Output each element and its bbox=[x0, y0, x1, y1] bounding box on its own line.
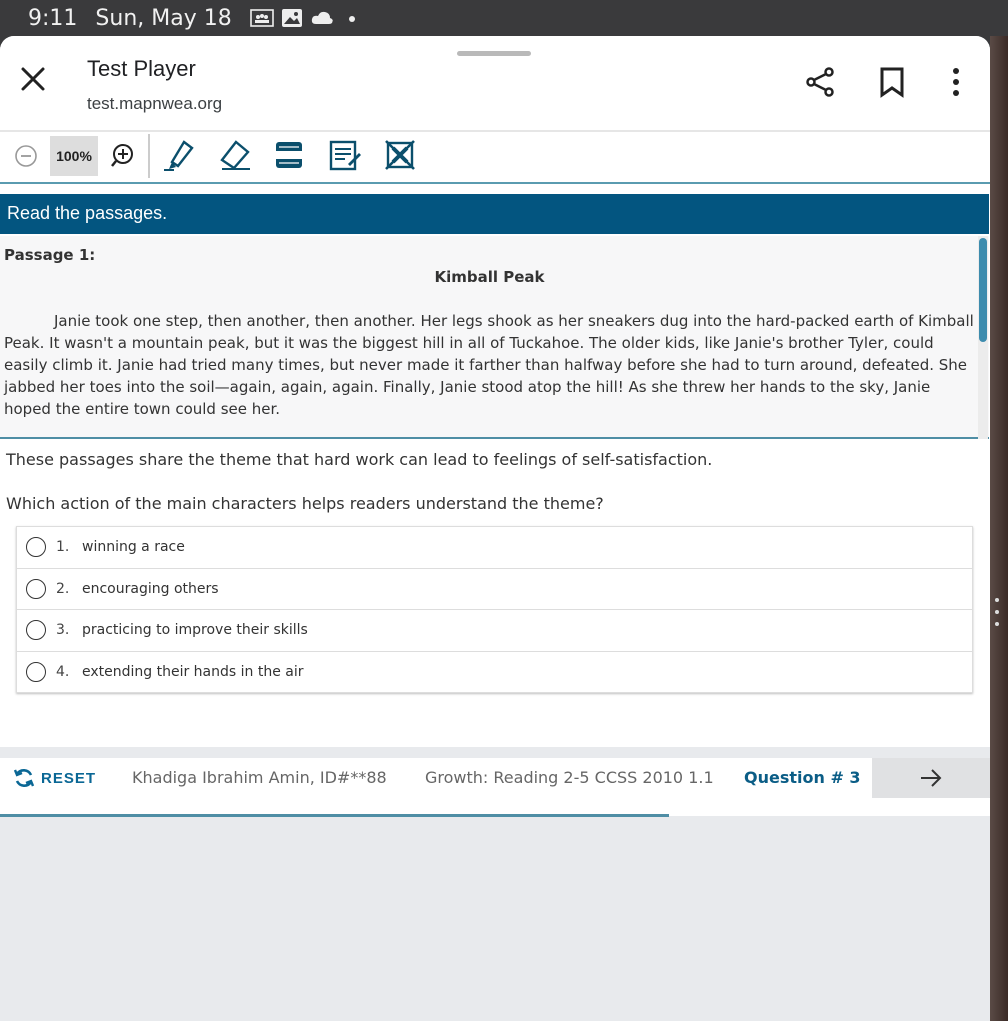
radio-button[interactable] bbox=[26, 620, 46, 640]
reset-icon bbox=[13, 767, 35, 789]
question-theme-statement: These passages share the theme that hard work can lead to feelings of self-satisfaction. bbox=[6, 450, 713, 469]
status-time: 9:11 bbox=[28, 5, 78, 31]
passage-scroll-thumb[interactable] bbox=[979, 238, 987, 342]
share-icon[interactable] bbox=[804, 66, 836, 98]
passage-title: Kimball Peak bbox=[434, 268, 545, 286]
test-footer bbox=[0, 758, 990, 816]
test-progress-bar bbox=[0, 814, 669, 817]
status-icons bbox=[250, 8, 364, 28]
test-name: Growth: Reading 2-5 CCSS 2010 1.1 bbox=[425, 768, 714, 787]
close-icon[interactable] bbox=[18, 64, 48, 94]
question-number: Question # 3 bbox=[744, 768, 861, 787]
highlighter-icon[interactable] bbox=[162, 138, 196, 172]
answer-choice-2[interactable] bbox=[17, 569, 972, 611]
answer-choice-3[interactable] bbox=[17, 610, 972, 652]
question-prompt: Which action of the main characters helps readers understand the theme? bbox=[6, 494, 604, 513]
test-toolbar bbox=[0, 132, 990, 184]
custom-tab-header bbox=[0, 36, 990, 132]
choice-number: 1. bbox=[56, 539, 70, 556]
student-name: Khadiga Ibrahim Amin, ID#**88 bbox=[132, 768, 387, 787]
choice-number: 2. bbox=[56, 580, 70, 597]
choice-text: extending their hands in the air bbox=[82, 664, 304, 681]
choice-number: 4. bbox=[56, 664, 70, 681]
next-question-button[interactable] bbox=[872, 758, 990, 798]
passage-label: Passage 1: bbox=[4, 246, 96, 264]
answer-eliminator-icon[interactable] bbox=[383, 138, 417, 172]
answer-choice-1[interactable] bbox=[17, 527, 972, 569]
status-date: Sun, May 18 bbox=[95, 5, 232, 31]
eraser-icon[interactable] bbox=[218, 138, 252, 172]
reset-button[interactable] bbox=[13, 767, 96, 789]
answer-choices bbox=[16, 526, 973, 693]
question-content bbox=[0, 184, 990, 747]
arrow-right-icon bbox=[919, 768, 943, 788]
more-vert-icon[interactable] bbox=[940, 66, 972, 98]
window-resize-handle[interactable] bbox=[995, 598, 999, 626]
bookmark-icon[interactable] bbox=[876, 66, 908, 98]
zoom-out-icon[interactable] bbox=[14, 144, 38, 168]
choice-text: winning a race bbox=[82, 539, 185, 556]
window-edge bbox=[990, 36, 1008, 1021]
zoom-level: 100% bbox=[50, 136, 98, 176]
choice-text: encouraging others bbox=[82, 580, 219, 597]
passage-body: Janie took one step, then another, then another. Her legs shook as her sneakers dug into the hard-packed earth of Kimball Peak. It wasn't a mountain peak, but it was the biggest hill in all of Tuckahoe. The older kids, like Janie's brother Tyler, could easily climb it. Janie had tried many times, but never made it farther than halfway before she had to turn around, defeated. She jabbed her toes into the soil—again, again, again. Finally, Janie stood atop the hill! As she threw her hands to the sky, Janie hoped the entire town could see her. bbox=[4, 312, 974, 418]
radio-button[interactable] bbox=[26, 579, 46, 599]
drag-handle[interactable] bbox=[457, 51, 531, 56]
choice-number: 3. bbox=[56, 622, 70, 639]
notepad-icon[interactable] bbox=[328, 138, 362, 172]
zoom-in-icon[interactable] bbox=[110, 142, 136, 168]
browser-sheet bbox=[0, 36, 990, 1021]
dot-icon bbox=[340, 8, 364, 28]
answer-choice-4[interactable] bbox=[17, 652, 972, 694]
instruction-banner: Read the passages. bbox=[0, 194, 989, 234]
passage-panel bbox=[0, 236, 989, 439]
radio-button[interactable] bbox=[26, 537, 46, 557]
page-url: test.mapnwea.org bbox=[87, 94, 223, 113]
radio-button[interactable] bbox=[26, 662, 46, 682]
status-bar bbox=[0, 0, 1008, 36]
reset-label: RESET bbox=[41, 769, 97, 787]
photo-icon bbox=[280, 8, 304, 28]
line-reader-icon[interactable] bbox=[272, 138, 306, 172]
page-title: Test Player bbox=[87, 56, 196, 81]
toolbar-divider bbox=[148, 134, 150, 178]
choice-text: practicing to improve their skills bbox=[82, 622, 308, 639]
cloud-icon bbox=[310, 8, 334, 28]
group-notification-icon bbox=[250, 8, 274, 28]
